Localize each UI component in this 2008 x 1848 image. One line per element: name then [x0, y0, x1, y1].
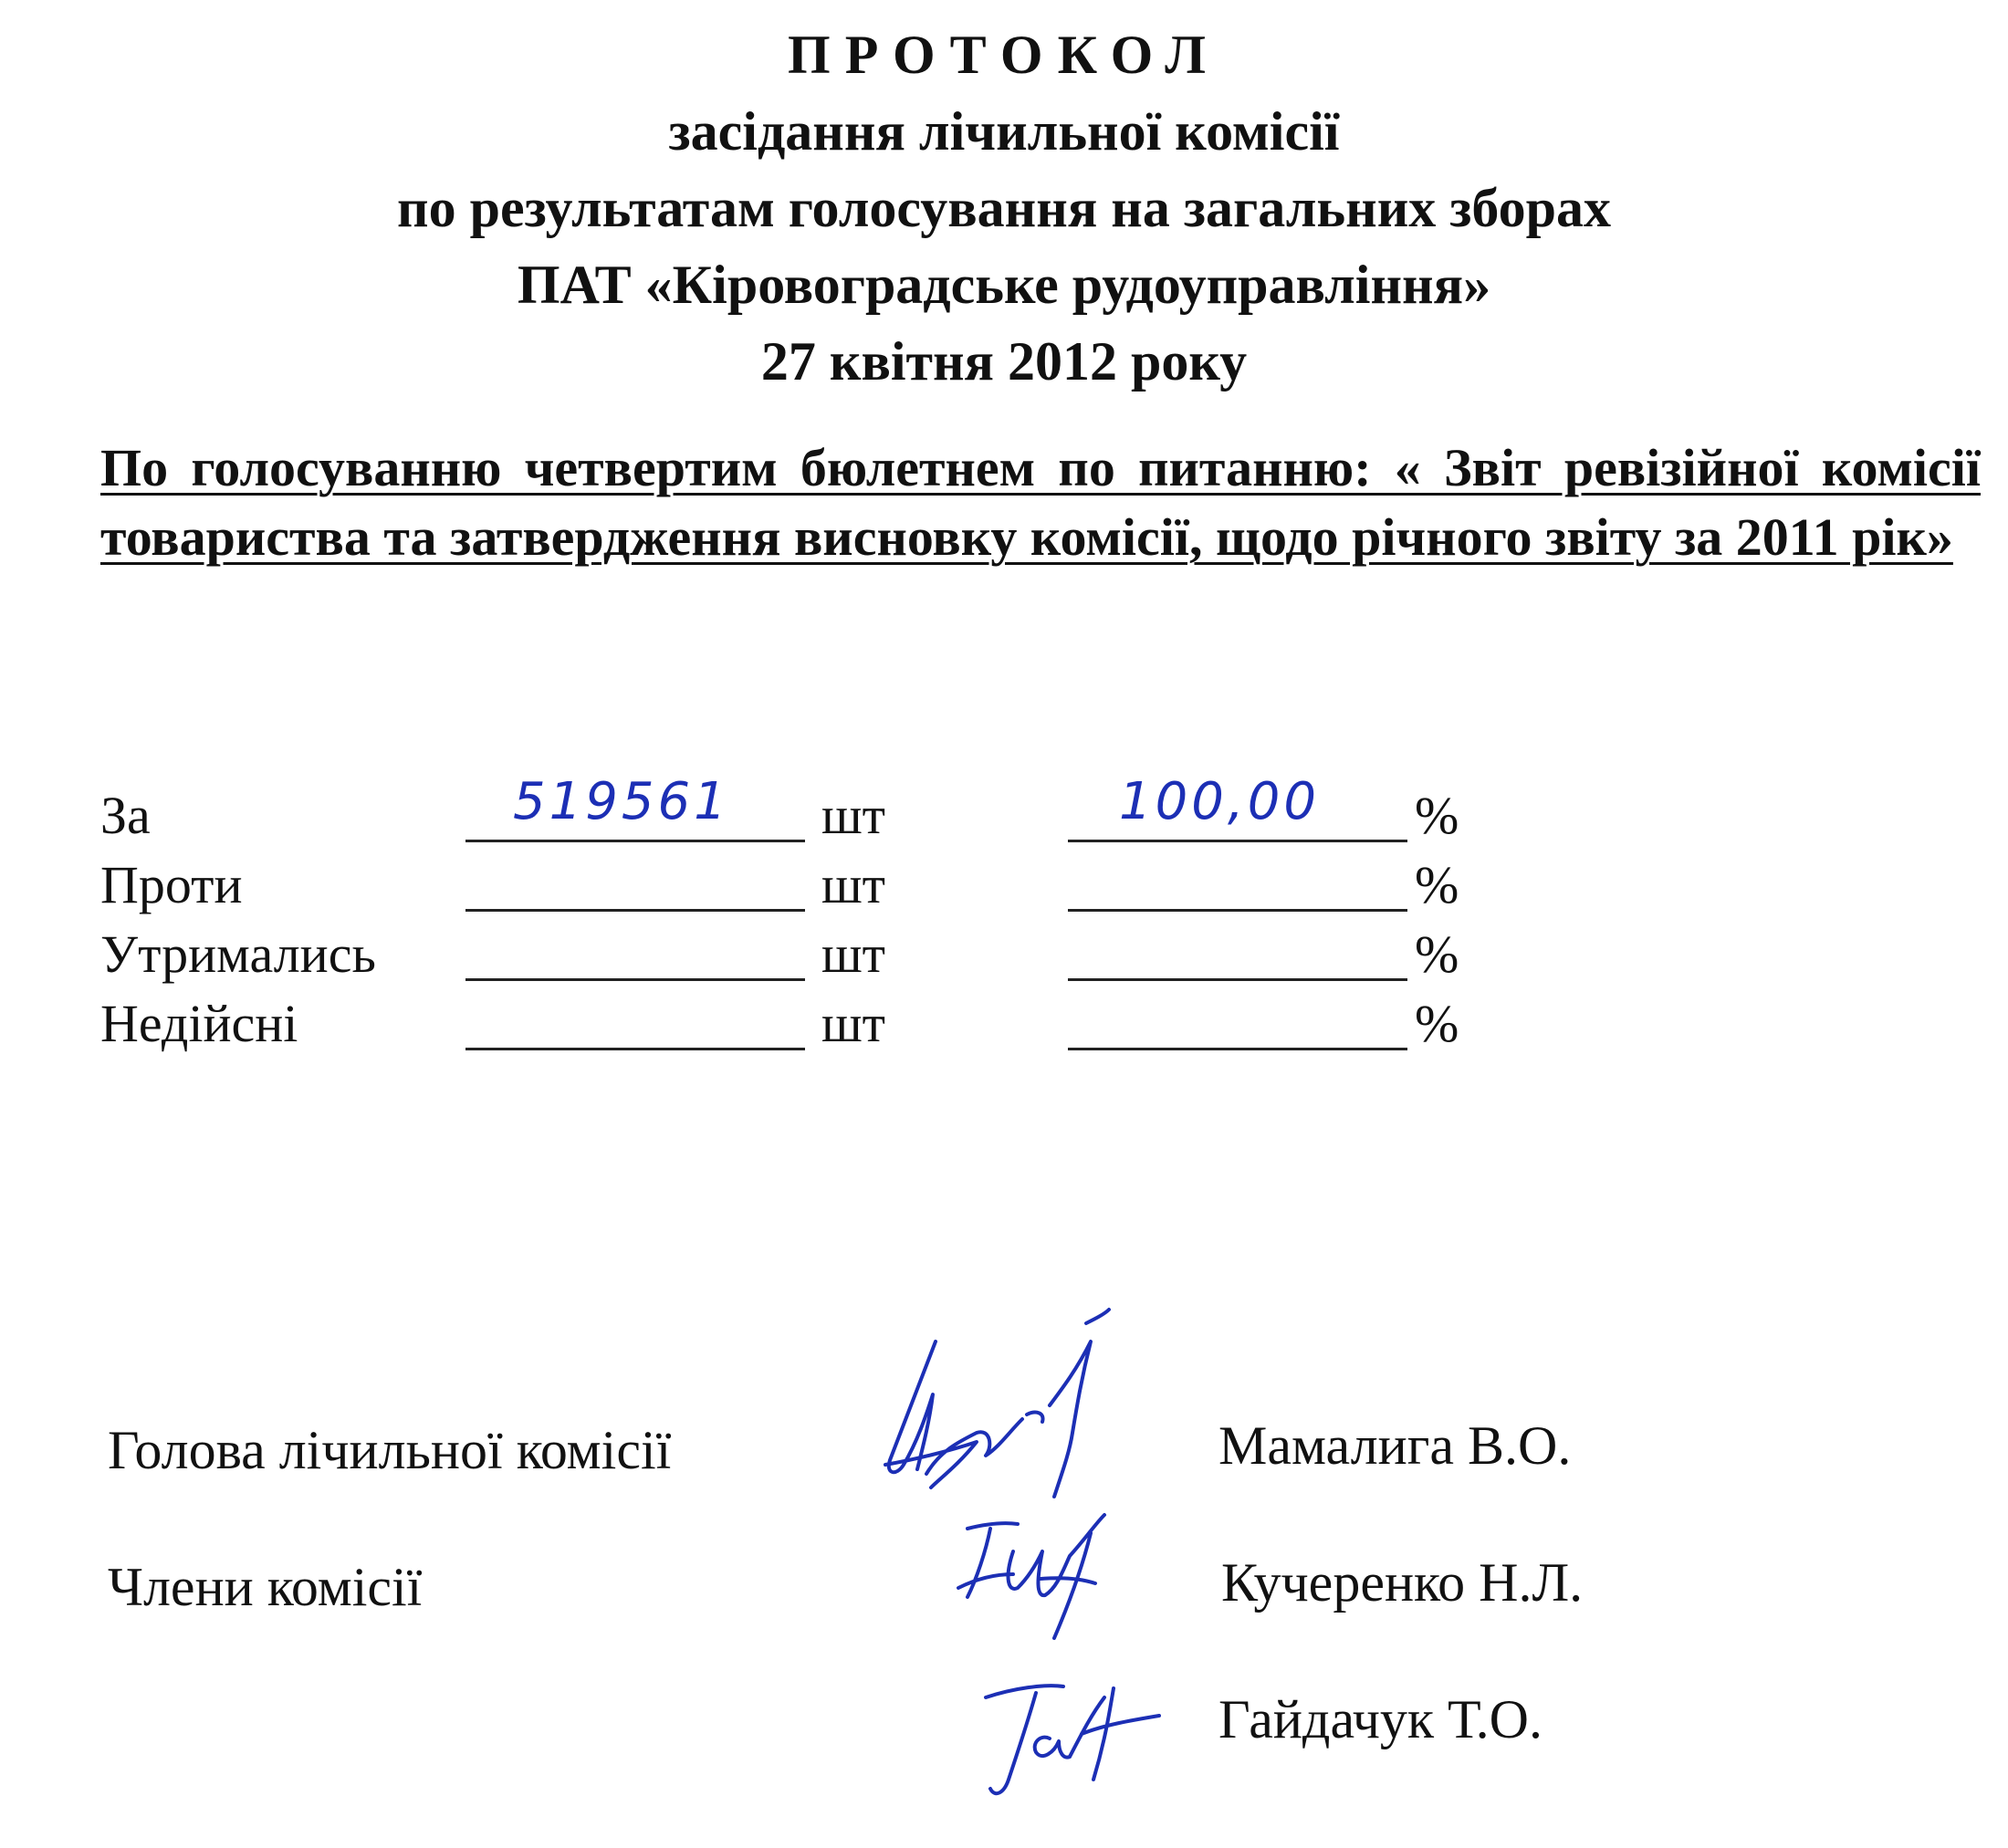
unit-label: шт	[821, 786, 886, 845]
header-line-commission: засідання лічильної комісії	[668, 101, 1340, 162]
unit-label: шт	[821, 924, 886, 984]
handwritten-signatures	[831, 1305, 1232, 1816]
count-blank	[465, 978, 805, 981]
header-line-results: по результатам голосування на загальних зборах	[397, 178, 1611, 238]
percent-sign: %	[1415, 786, 1459, 845]
handwritten-count: 519561	[513, 772, 730, 831]
vote-label: За	[100, 786, 151, 845]
vote-row-against	[100, 854, 1561, 924]
percent-blank	[1068, 1048, 1407, 1050]
chair-role: Голова лічильної комісії	[108, 1420, 672, 1480]
count-blank	[465, 1048, 805, 1050]
vote-label: Недійсні	[100, 994, 298, 1053]
header-line-date: 27 квітня 2012 року	[760, 331, 1248, 392]
unit-label: шт	[821, 994, 886, 1053]
member1-signature	[958, 1515, 1104, 1638]
vote-label: Проти	[100, 855, 243, 914]
document-header	[0, 16, 2008, 400]
members-role: Члени комісії	[108, 1557, 423, 1617]
chair-signature	[885, 1310, 1109, 1497]
percent-blank	[1068, 840, 1407, 842]
ballot-question: По голосуванню четвертим бюлетнем по питанню: « Звіт ревізійної комісії товариства та затвердження висновку комісії, щодо річного звіту за 2011 рік»	[100, 438, 1981, 567]
count-blank	[465, 840, 805, 842]
header-line-company: ПАТ «Кіровоградське рудоуправління»	[517, 255, 1491, 315]
document-title: ПРОТОКОЛ	[788, 25, 1220, 85]
member2-signature	[986, 1686, 1159, 1793]
percent-sign: %	[1415, 924, 1459, 984]
member1-name: Кучеренко Н.Л.	[1221, 1552, 1584, 1613]
percent-blank	[1068, 978, 1407, 981]
chair-name: Мамалига В.О.	[1218, 1415, 1572, 1476]
percent-sign: %	[1415, 994, 1459, 1053]
signature-block	[100, 1305, 1926, 1816]
member2-name: Гайдачук Т.О.	[1218, 1689, 1543, 1749]
vote-row-abstained	[100, 924, 1561, 993]
vote-row-invalid	[100, 993, 1561, 1062]
percent-blank	[1068, 909, 1407, 912]
percent-sign: %	[1415, 855, 1459, 914]
handwritten-percent: 100,00	[1119, 772, 1320, 831]
vote-label: Утримались	[100, 924, 376, 984]
count-blank	[465, 909, 805, 912]
vote-row-for	[100, 772, 1561, 854]
unit-label: шт	[821, 855, 886, 914]
vote-results	[100, 772, 1561, 1062]
